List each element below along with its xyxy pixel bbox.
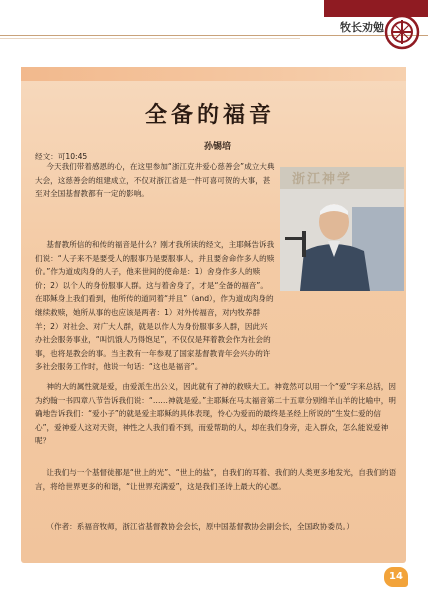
- header-divider-light: [0, 38, 300, 39]
- paragraph-3: 神的大的属性就是爱，由爱派生出公义，因此就有了神的救赎大工。神竟然可以用一个“爱”字来总括，因为约翰一书四章八节告诉我们说：“……神就是爱。”主耶稣在马太福音第二十五章分别绵羊山羊的比喻中，明确地告诉我们：“爱小子”的就是爱主耶稣的具体表现，怜心为爱而的最终是圣经上所说的“生发仁爱的信心”，爱神爱人这对天资，神性之人我们看不到，而爱帮助的人，却在我们身旁，走入群众，怎么能说爱神呢？: [35, 382, 396, 446]
- article-title: 全备的福音: [144, 103, 275, 128]
- paragraph-4: 让我们与一个基督徒都是“世上的光”、“世上的盐”，自我们的耳着、我们的人类更多地发光，自我们的语言，将给世界更多的和谐，“让世界充满爱”，这是我们圣诗上最大的心愿。: [35, 468, 397, 491]
- paragraph-2: 基督教所信的和传的福音是什么？刚才我所读的经文，主耶稣告诉我们说：“人子来不是要受人的服事乃是要服事人，并且要舍命作多人的赎价。”作为道成肉身的人子，他来世间的使命是：1）舍身作多人的赎价；2）以个人的身份服事人群。这与着舍身了，才是“全备的福音”。在耶稣身上我们看到，他所传的道同着“并且”（and），作为道成肉身的继续救赎，她所从事的也应该是两者：1）对外传福音，对内牧养群羊；2）对社会、对广大人群，就是以作人为身份服事多人群，因此兴办社会服务事业，“叫饥饿人乃得饱足”，不仅仅是拜着教会作为社会的事，也将是教会的事。当主教有一年参观了国家基督教青年会兴办的许多社会服务工作时，他说一句话：“这也是福音”。: [35, 240, 275, 372]
- scripture-reference: 经文：可10:45: [35, 152, 88, 161]
- seal-logo-icon: [384, 14, 420, 50]
- column-title: 牧长劝勉: [340, 21, 384, 34]
- page-number: 14: [384, 567, 408, 587]
- paragraph-1: 今天我们带着感恩的心，在这里参加“浙江克井爱心慈善会”成立大典大会，这慈善会的组建成立，不仅对浙江省是一件可喜可贺的大事，甚至对全国基督教都有一定的影响。: [35, 162, 275, 199]
- panel-top-strip: [21, 67, 406, 81]
- author-note: （作者：系福音牧师，浙江省基督教协会会长，原中国基督教协会副会长，全国政协委员。）: [46, 522, 354, 531]
- article-author: 孙锡培: [204, 142, 232, 152]
- photo-banner-text: 浙江神学: [292, 172, 353, 187]
